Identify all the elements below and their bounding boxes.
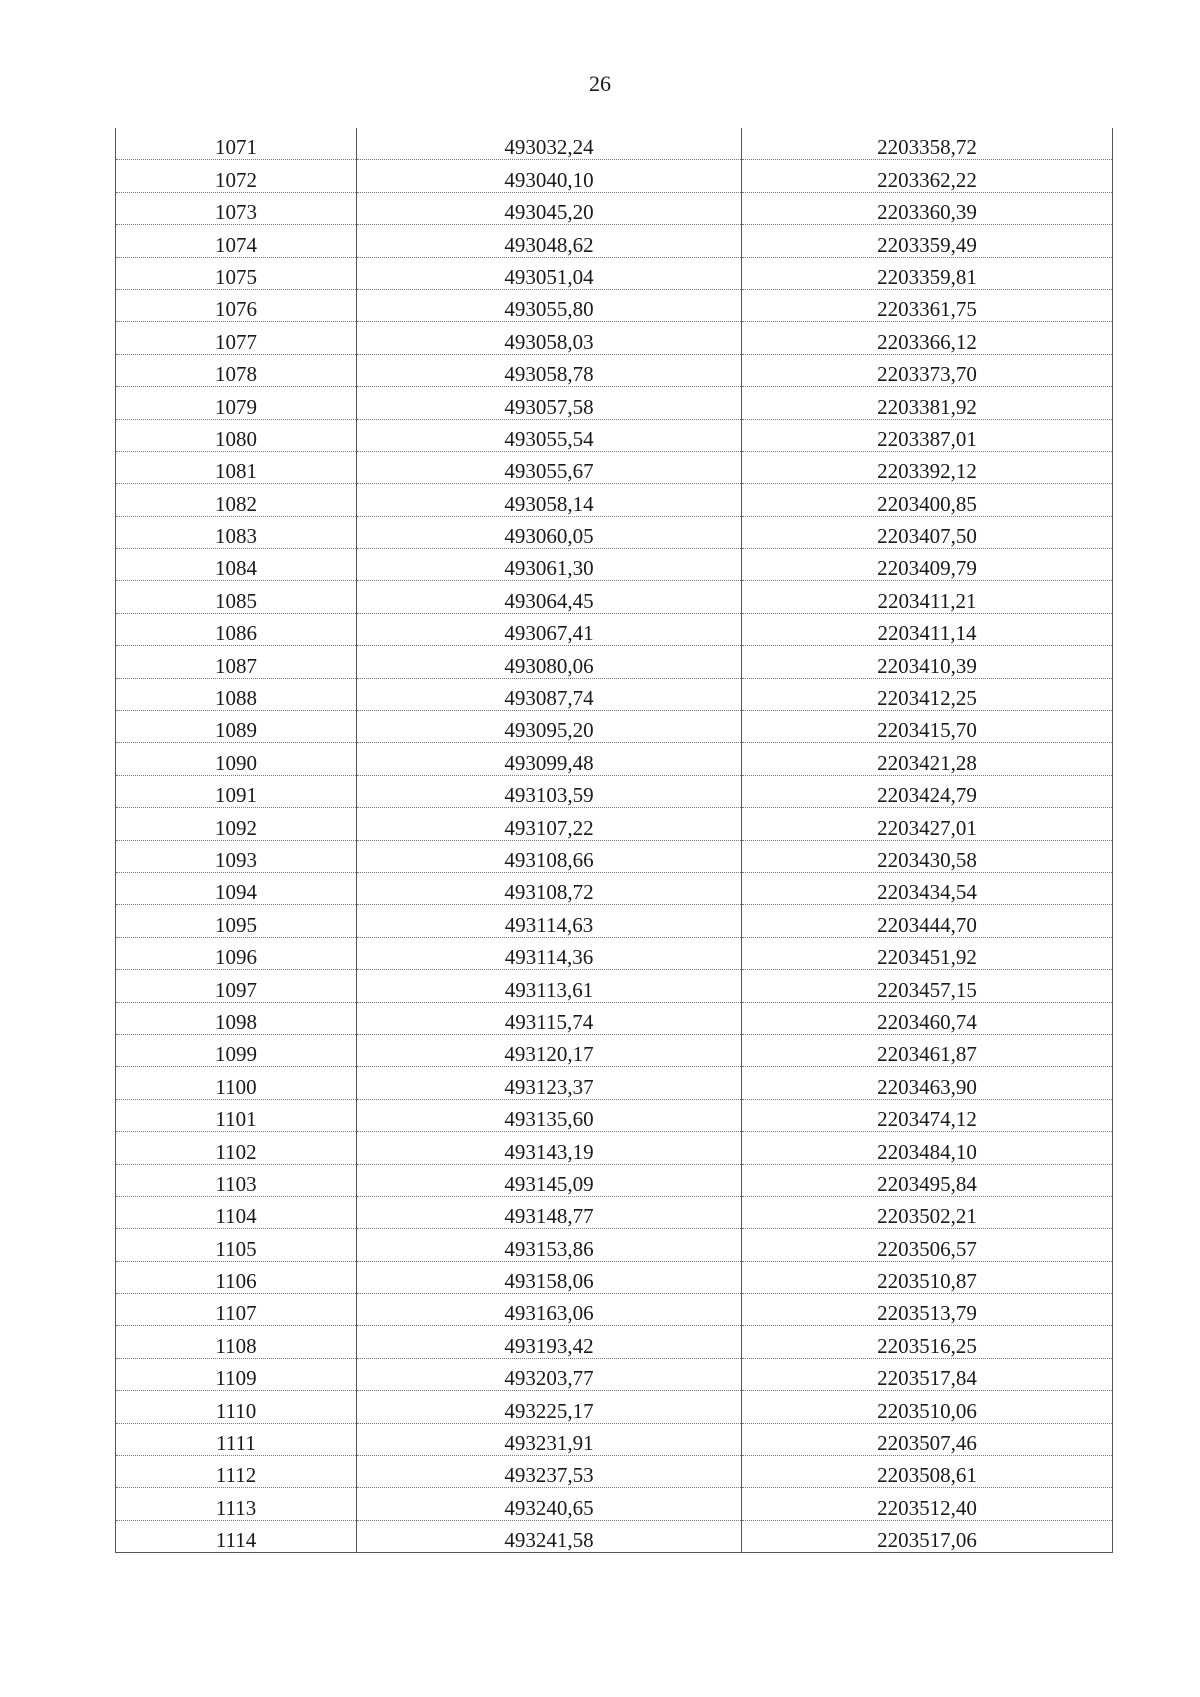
x-coordinate-cell: 493099,48: [357, 743, 742, 775]
y-coordinate-cell: 2203507,46: [742, 1423, 1113, 1455]
table-row: [116, 354, 1113, 386]
point-number-cell: 1078: [116, 354, 357, 386]
point-number-cell: 1093: [116, 840, 357, 872]
y-coordinate-cell: 2203510,06: [742, 1391, 1113, 1423]
x-coordinate-cell: 493203,77: [357, 1358, 742, 1390]
point-number-cell: 1090: [116, 743, 357, 775]
y-coordinate-cell: 2203513,79: [742, 1294, 1113, 1326]
x-coordinate-cell: 493061,30: [357, 549, 742, 581]
point-number-cell: 1113: [116, 1488, 357, 1520]
table-row: [116, 322, 1113, 354]
y-coordinate-cell: 2203508,61: [742, 1456, 1113, 1488]
y-coordinate-cell: 2203411,14: [742, 613, 1113, 645]
x-coordinate-cell: 493051,04: [357, 257, 742, 289]
y-coordinate-cell: 2203400,85: [742, 484, 1113, 516]
x-coordinate-cell: 493032,24: [357, 128, 742, 160]
table-row: [116, 872, 1113, 904]
table-row: [116, 905, 1113, 937]
y-coordinate-cell: 2203502,21: [742, 1196, 1113, 1228]
coordinates-table: [115, 128, 1113, 1553]
page-number: 26: [589, 71, 611, 96]
y-coordinate-cell: 2203361,75: [742, 289, 1113, 321]
table-row: [116, 289, 1113, 321]
point-number-cell: 1081: [116, 451, 357, 483]
table-row: [116, 581, 1113, 613]
point-number-cell: 1072: [116, 160, 357, 192]
y-coordinate-cell: 2203463,90: [742, 1067, 1113, 1099]
table-row: [116, 1520, 1113, 1552]
point-number-cell: 1096: [116, 937, 357, 969]
x-coordinate-cell: 493045,20: [357, 192, 742, 224]
y-coordinate-cell: 2203415,70: [742, 711, 1113, 743]
table-row: [116, 419, 1113, 451]
point-number-cell: 1085: [116, 581, 357, 613]
table-row: [116, 743, 1113, 775]
x-coordinate-cell: 493058,03: [357, 322, 742, 354]
table-row: [116, 1034, 1113, 1066]
y-coordinate-cell: 2203510,87: [742, 1261, 1113, 1293]
table-row: [116, 711, 1113, 743]
point-number-cell: 1101: [116, 1099, 357, 1131]
table-row: [116, 1456, 1113, 1488]
x-coordinate-cell: 493120,17: [357, 1034, 742, 1066]
y-coordinate-cell: 2203410,39: [742, 646, 1113, 678]
point-number-cell: 1074: [116, 225, 357, 257]
table-row: [116, 646, 1113, 678]
point-number-cell: 1091: [116, 775, 357, 807]
point-number-cell: 1079: [116, 387, 357, 419]
x-coordinate-cell: 493143,19: [357, 1132, 742, 1164]
point-number-cell: 1082: [116, 484, 357, 516]
y-coordinate-cell: 2203362,22: [742, 160, 1113, 192]
x-coordinate-cell: 493080,06: [357, 646, 742, 678]
x-coordinate-cell: 493113,61: [357, 970, 742, 1002]
x-coordinate-cell: 493103,59: [357, 775, 742, 807]
x-coordinate-cell: 493060,05: [357, 516, 742, 548]
table-row: [116, 1261, 1113, 1293]
point-number-cell: 1092: [116, 808, 357, 840]
y-coordinate-cell: 2203461,87: [742, 1034, 1113, 1066]
x-coordinate-cell: 493067,41: [357, 613, 742, 645]
point-number-cell: 1104: [116, 1196, 357, 1228]
x-coordinate-cell: 493123,37: [357, 1067, 742, 1099]
point-number-cell: 1087: [116, 646, 357, 678]
table-row: [116, 937, 1113, 969]
y-coordinate-cell: 2203451,92: [742, 937, 1113, 969]
point-number-cell: 1080: [116, 419, 357, 451]
x-coordinate-cell: 493058,78: [357, 354, 742, 386]
y-coordinate-cell: 2203444,70: [742, 905, 1113, 937]
table-row: [116, 1132, 1113, 1164]
table-row: [116, 257, 1113, 289]
y-coordinate-cell: 2203434,54: [742, 872, 1113, 904]
x-coordinate-cell: 493193,42: [357, 1326, 742, 1358]
table-row: [116, 1488, 1113, 1520]
y-coordinate-cell: 2203411,21: [742, 581, 1113, 613]
y-coordinate-cell: 2203358,72: [742, 128, 1113, 160]
point-number-cell: 1088: [116, 678, 357, 710]
table-row: [116, 451, 1113, 483]
table-row: [116, 808, 1113, 840]
point-number-cell: 1097: [116, 970, 357, 1002]
x-coordinate-cell: 493115,74: [357, 1002, 742, 1034]
x-coordinate-cell: 493163,06: [357, 1294, 742, 1326]
x-coordinate-cell: 493135,60: [357, 1099, 742, 1131]
point-number-cell: 1100: [116, 1067, 357, 1099]
table-row: [116, 1358, 1113, 1390]
table-row: [116, 613, 1113, 645]
point-number-cell: 1098: [116, 1002, 357, 1034]
point-number-cell: 1076: [116, 289, 357, 321]
x-coordinate-cell: 493107,22: [357, 808, 742, 840]
coordinates-table-body: [116, 128, 1113, 1553]
point-number-cell: 1106: [116, 1261, 357, 1293]
point-number-cell: 1094: [116, 872, 357, 904]
y-coordinate-cell: 2203407,50: [742, 516, 1113, 548]
y-coordinate-cell: 2203430,58: [742, 840, 1113, 872]
x-coordinate-cell: 493225,17: [357, 1391, 742, 1423]
y-coordinate-cell: 2203495,84: [742, 1164, 1113, 1196]
table-row: [116, 1229, 1113, 1261]
x-coordinate-cell: 493114,36: [357, 937, 742, 969]
x-coordinate-cell: 493055,67: [357, 451, 742, 483]
point-number-cell: 1114: [116, 1520, 357, 1552]
table-row: [116, 387, 1113, 419]
x-coordinate-cell: 493240,65: [357, 1488, 742, 1520]
x-coordinate-cell: 493237,53: [357, 1456, 742, 1488]
y-coordinate-cell: 2203381,92: [742, 387, 1113, 419]
table-row: [116, 128, 1113, 160]
x-coordinate-cell: 493241,58: [357, 1520, 742, 1552]
table-row: [116, 1164, 1113, 1196]
y-coordinate-cell: 2203412,25: [742, 678, 1113, 710]
point-number-cell: 1111: [116, 1423, 357, 1455]
y-coordinate-cell: 2203392,12: [742, 451, 1113, 483]
table-row: [116, 1067, 1113, 1099]
y-coordinate-cell: 2203506,57: [742, 1229, 1113, 1261]
table-row: [116, 1196, 1113, 1228]
point-number-cell: 1103: [116, 1164, 357, 1196]
point-number-cell: 1108: [116, 1326, 357, 1358]
x-coordinate-cell: 493145,09: [357, 1164, 742, 1196]
table-row: [116, 1391, 1113, 1423]
table-row: [116, 225, 1113, 257]
table-row: [116, 1326, 1113, 1358]
table-row: [116, 1099, 1113, 1131]
x-coordinate-cell: 493064,45: [357, 581, 742, 613]
point-number-cell: 1071: [116, 128, 357, 160]
y-coordinate-cell: 2203387,01: [742, 419, 1113, 451]
y-coordinate-cell: 2203359,81: [742, 257, 1113, 289]
point-number-cell: 1073: [116, 192, 357, 224]
x-coordinate-cell: 493057,58: [357, 387, 742, 419]
y-coordinate-cell: 2203366,12: [742, 322, 1113, 354]
point-number-cell: 1112: [116, 1456, 357, 1488]
x-coordinate-cell: 493058,14: [357, 484, 742, 516]
y-coordinate-cell: 2203484,10: [742, 1132, 1113, 1164]
x-coordinate-cell: 493108,66: [357, 840, 742, 872]
point-number-cell: 1075: [116, 257, 357, 289]
x-coordinate-cell: 493158,06: [357, 1261, 742, 1293]
point-number-cell: 1107: [116, 1294, 357, 1326]
point-number-cell: 1099: [116, 1034, 357, 1066]
x-coordinate-cell: 493148,77: [357, 1196, 742, 1228]
x-coordinate-cell: 493108,72: [357, 872, 742, 904]
table-row: [116, 1423, 1113, 1455]
x-coordinate-cell: 493231,91: [357, 1423, 742, 1455]
point-number-cell: 1095: [116, 905, 357, 937]
x-coordinate-cell: 493040,10: [357, 160, 742, 192]
y-coordinate-cell: 2203409,79: [742, 549, 1113, 581]
y-coordinate-cell: 2203373,70: [742, 354, 1113, 386]
table-row: [116, 549, 1113, 581]
table-row: [116, 775, 1113, 807]
table-row: [116, 192, 1113, 224]
x-coordinate-cell: 493055,54: [357, 419, 742, 451]
point-number-cell: 1084: [116, 549, 357, 581]
x-coordinate-cell: 493114,63: [357, 905, 742, 937]
point-number-cell: 1102: [116, 1132, 357, 1164]
y-coordinate-cell: 2203516,25: [742, 1326, 1113, 1358]
table-row: [116, 1294, 1113, 1326]
point-number-cell: 1086: [116, 613, 357, 645]
x-coordinate-cell: 493095,20: [357, 711, 742, 743]
point-number-cell: 1109: [116, 1358, 357, 1390]
y-coordinate-cell: 2203517,06: [742, 1520, 1113, 1552]
x-coordinate-cell: 493153,86: [357, 1229, 742, 1261]
y-coordinate-cell: 2203360,39: [742, 192, 1113, 224]
y-coordinate-cell: 2203359,49: [742, 225, 1113, 257]
x-coordinate-cell: 493048,62: [357, 225, 742, 257]
y-coordinate-cell: 2203517,84: [742, 1358, 1113, 1390]
x-coordinate-cell: 493087,74: [357, 678, 742, 710]
table-row: [116, 678, 1113, 710]
table-row: [116, 160, 1113, 192]
y-coordinate-cell: 2203427,01: [742, 808, 1113, 840]
table-row: [116, 1002, 1113, 1034]
point-number-cell: 1105: [116, 1229, 357, 1261]
point-number-cell: 1089: [116, 711, 357, 743]
table-row: [116, 840, 1113, 872]
table-row: [116, 484, 1113, 516]
x-coordinate-cell: 493055,80: [357, 289, 742, 321]
point-number-cell: 1083: [116, 516, 357, 548]
y-coordinate-cell: 2203457,15: [742, 970, 1113, 1002]
point-number-cell: 1110: [116, 1391, 357, 1423]
table-row: [116, 970, 1113, 1002]
y-coordinate-cell: 2203424,79: [742, 775, 1113, 807]
y-coordinate-cell: 2203512,40: [742, 1488, 1113, 1520]
point-number-cell: 1077: [116, 322, 357, 354]
y-coordinate-cell: 2203460,74: [742, 1002, 1113, 1034]
table-row: [116, 516, 1113, 548]
y-coordinate-cell: 2203474,12: [742, 1099, 1113, 1131]
y-coordinate-cell: 2203421,28: [742, 743, 1113, 775]
